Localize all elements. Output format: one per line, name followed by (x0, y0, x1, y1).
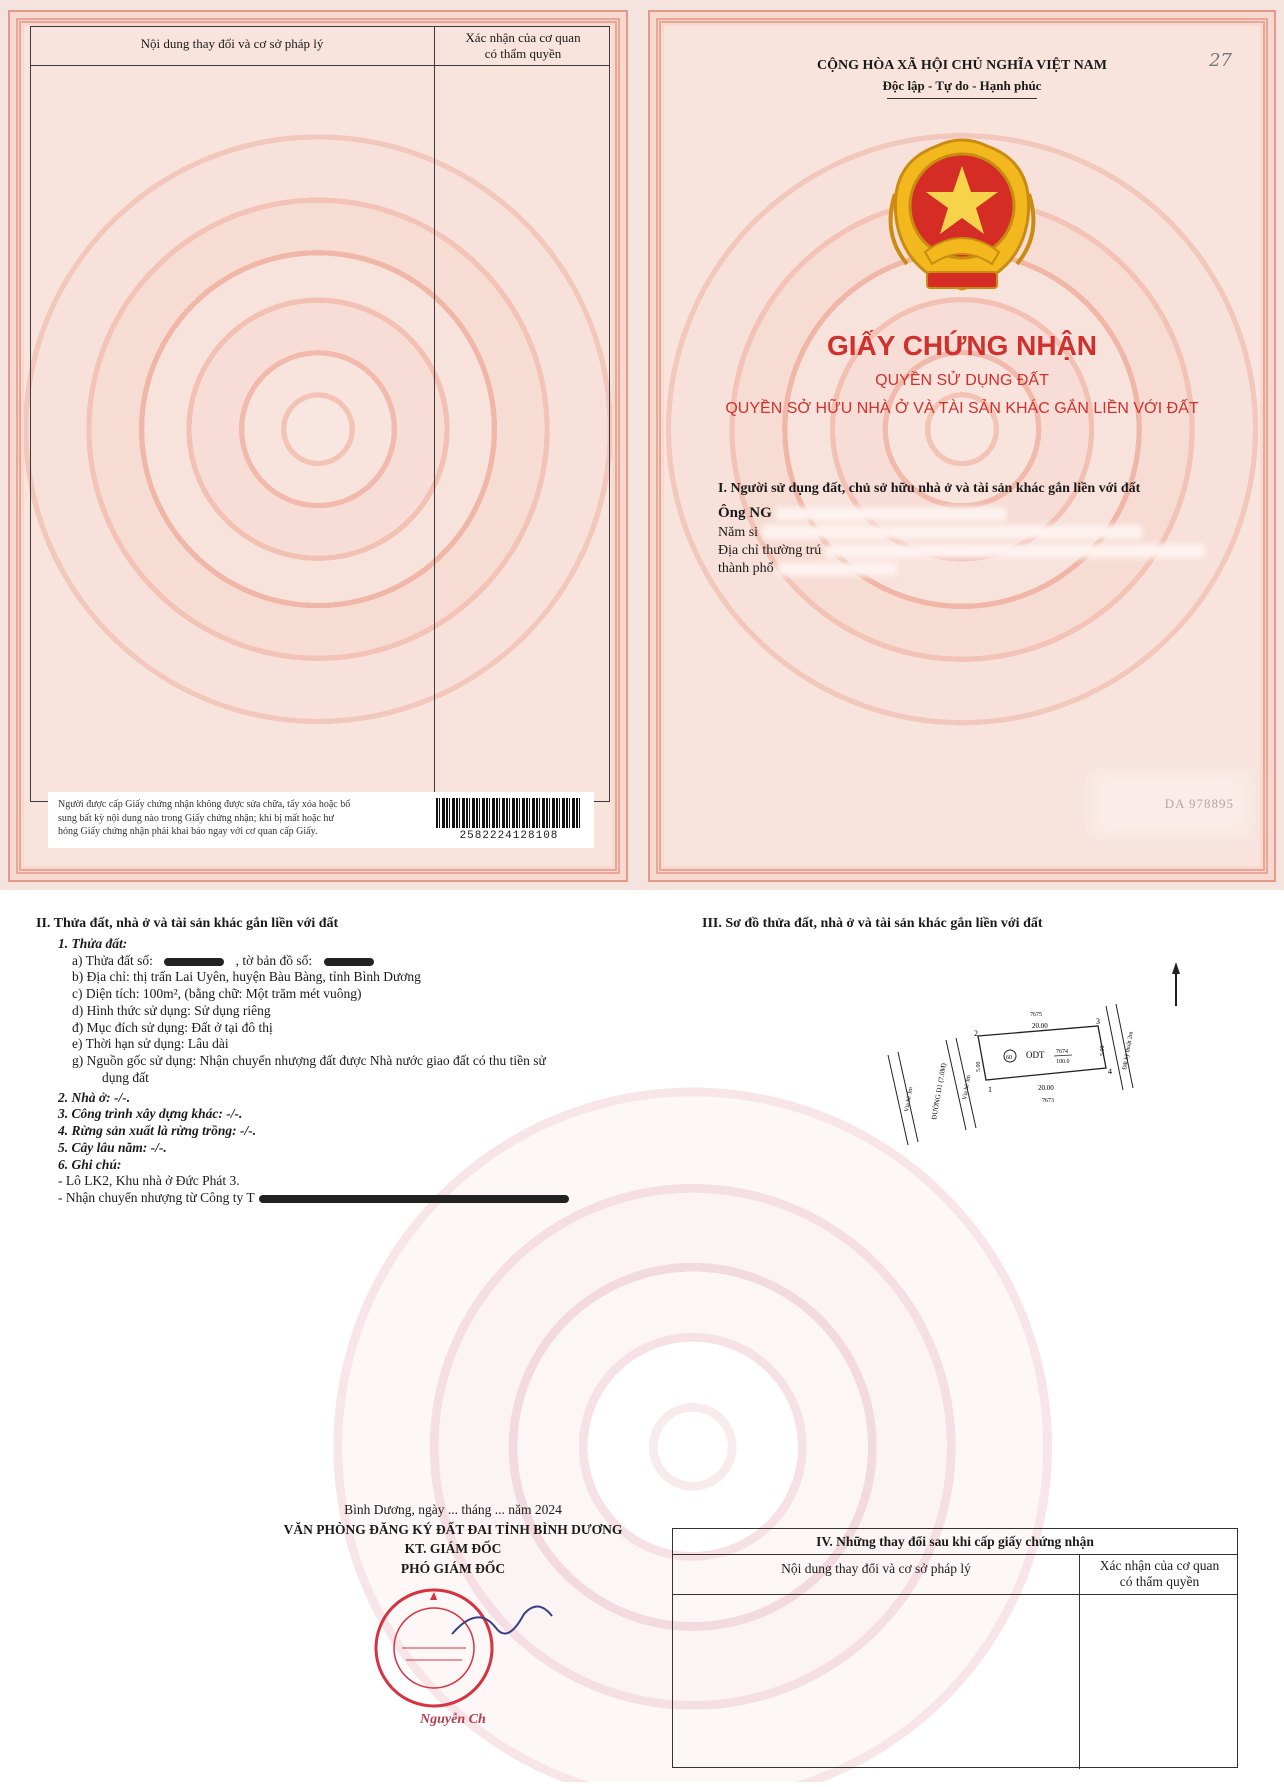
sketch-top-neighbor: 7675 (1030, 1012, 1042, 1018)
redacted-address (825, 544, 1205, 558)
certificate-subtitle-house: QUYỀN SỞ HỮU NHÀ Ở VÀ TÀI SẢN KHÁC GẮN LIỀN VỚI ĐẤT (725, 400, 1199, 417)
owner-address-row (718, 542, 1238, 560)
issue-date: Bình Dương, ngày ... tháng ... năm 2024 (344, 1502, 562, 1517)
section-3-title: III. Sơ đồ thửa đất, nhà ở và tài sản khác gắn liền với đất (702, 916, 1043, 931)
changes-col-confirm-line1: Xác nhận của cơ quan (1099, 1558, 1220, 1573)
use-origin-row: g) Nguồn gốc sử dụng: Nhận chuyển nhượng đất được Nhà nước giao đất có thu tiền sử (72, 1053, 546, 1069)
owner-birth-partial: Năm si (718, 524, 759, 540)
owner-birth-row (718, 524, 1238, 542)
note-transfer-text: - Nhận chuyển nhượng từ Công ty T (58, 1190, 255, 1206)
parcel-details (44, 936, 644, 1207)
national-motto: Độc lập - Tự do - Hạnh phúc (882, 78, 1042, 93)
serial-number: DA 978895 (1164, 796, 1234, 811)
section-4-title: IV. Những thay đổi sau khi cấp giấy chứng nhận (673, 1529, 1237, 1555)
section-1-title: I. Người sử dụng đất, chủ sở hữu nhà ở và tài sản khác gắn liền với đất (718, 481, 1141, 496)
owner-name-row (718, 504, 1238, 524)
parcel-heading: 1. Thửa đất: (58, 936, 128, 951)
owner-city-partial: thành phố (718, 561, 774, 577)
address-row: b) Địa chỉ: thị trấn Lai Uyên, huyện Bàu Bàng, tỉnh Bình Dương (72, 969, 421, 985)
col-confirm-line1: Xác nhận của cơ quan (465, 30, 581, 45)
use-form-row: d) Hình thức sử dụng: Sử dụng riêng (72, 1002, 271, 1018)
right-page (648, 10, 1276, 882)
changes-col-content: Nội dung thay đổi và cơ sở pháp lý (781, 1561, 971, 1576)
national-emblem-icon (877, 124, 1047, 304)
owner-city-row (718, 560, 1238, 578)
changes-col-confirm-line2: có thẩm quyền (1119, 1574, 1200, 1590)
notice-line: Người được cấp Giấy chứng nhận không được sửa chữa, tẩy xóa hoặc bổ (58, 799, 351, 810)
map-sheet-label: , tờ bản đồ số: (235, 952, 313, 968)
col-confirm-header (436, 30, 610, 63)
page-number: 27 (1209, 50, 1232, 71)
deputy-director: PHÓ GIÁM ĐỐC (400, 1560, 506, 1576)
note-line: - Lô LK2, Khu nhà ở Đức Phát 3. (58, 1173, 240, 1189)
sketch-road-name: ĐƯỜNG D1 (7.0M) (930, 1062, 948, 1121)
owner-name-partial: Ông NG (718, 505, 772, 522)
parcel-number-row (44, 953, 644, 970)
north-arrow-icon (1170, 962, 1182, 1006)
area-row: c) Diện tích: 100m², (bằng chữ: Một trăm mét vuông) (72, 986, 362, 1002)
barcode-number: 2582224128108 (459, 830, 559, 842)
note-line (44, 1190, 644, 1207)
motto-underline (887, 98, 1037, 99)
changes-col-confirm (1080, 1558, 1239, 1590)
other-construction-row: 3. Công trình xây dựng khác: -/-. (58, 1106, 243, 1122)
sketch-left-length: 5.00 (976, 1061, 982, 1072)
redacted-map-sheet (324, 958, 374, 966)
redacted-owner-name (776, 507, 1006, 521)
owner-address-partial: Địa chỉ thường trú (718, 542, 822, 558)
national-title: CỘNG HÒA XÃ HỘI CHỦ NGHĨA VIỆT NAM (816, 58, 1107, 73)
sketch-corner: 1 (988, 1085, 992, 1094)
sketch-corner: 4 (1108, 1067, 1112, 1076)
signature-block (238, 1500, 668, 1578)
sketch-parcel-number: 7674 (1056, 1049, 1068, 1055)
col-confirm-line2: có thẩm quyền (484, 46, 562, 62)
planted-forest-row: 4. Rừng sản xuất là rừng trồng: -/-. (58, 1123, 257, 1139)
owner-section (718, 480, 1238, 578)
sketch-parcel-area: 100.0 (1056, 1059, 1070, 1065)
sketch-land-code: ODT (1026, 1050, 1045, 1060)
sketch-right-length: 5.00 (1100, 1045, 1106, 1056)
perennial-trees-row: 5. Cây lâu năm: -/-. (58, 1139, 167, 1155)
notice-line: sung bất kỳ nội dung nào trong Giấy chứng nhận; khi bị mất hoặc hư (58, 812, 334, 824)
section-2-title: II. Thửa đất, nhà ở và tài sản khác gắn liền với đất (36, 916, 339, 931)
signer-name: Nguyễn Ch (420, 1712, 486, 1727)
changes-table-frame (30, 26, 610, 802)
redacted-company-name (259, 1195, 569, 1203)
sketch-corner: 2 (974, 1029, 978, 1038)
redacted-parcel-number (164, 958, 224, 966)
post-issuance-changes-table (672, 1528, 1238, 1768)
left-page (8, 10, 628, 882)
use-origin-continued: dụng đất (102, 1069, 149, 1085)
certificate-cover-spread (0, 0, 1284, 890)
house-row: 2. Nhà ở: -/-. (58, 1089, 131, 1105)
sketch-circle-label: 60 (1006, 1055, 1012, 1061)
sketch-top-length: 20.00 (1032, 1022, 1048, 1030)
col-content-header: Nội dung thay đổi và cơ sở pháp lý (140, 36, 324, 51)
sketch-bottom-length: 20.00 (1038, 1084, 1054, 1092)
parcel-number-label: a) Thửa đất số: (72, 952, 153, 968)
signature-scribble (448, 1594, 558, 1654)
changes-table-divider (434, 26, 435, 802)
notes-heading: 6. Ghi chú: (58, 1156, 122, 1172)
parcel-sketch (878, 1000, 1138, 1150)
certificate-title: GIẤY CHỨNG NHẬN (826, 330, 1098, 361)
redacted-birth (762, 525, 1142, 539)
redacted-city (777, 562, 897, 576)
notice-text (58, 798, 388, 839)
sketch-sidewalk-mid: Vỉa hè 3m (962, 1074, 973, 1101)
land-info-page (8, 900, 1276, 1782)
sketch-corner: 3 (1096, 1017, 1100, 1026)
barcode (436, 798, 582, 828)
sketch-sidewalk-left: Vỉa hè 3m (904, 1086, 915, 1113)
issuing-office: VĂN PHÒNG ĐĂNG KÝ ĐẤT ĐAI TỈNH BÌNH DƯƠNG (283, 1521, 623, 1537)
sketch-bottom-neighbor: 7673 (1042, 1098, 1054, 1104)
notice-line: hỏng Giấy chứng nhận phải khai báo ngay với cơ quan cấp Giấy. (58, 826, 318, 837)
notice-barcode-strip (48, 792, 594, 848)
use-purpose-row: đ) Mục đích sử dụng: Đất ở tại đô thị (72, 1019, 273, 1035)
director-proxy: KT. GIÁM ĐỐC (404, 1541, 502, 1557)
use-term-row: e) Thời hạn sử dụng: Lâu dài (72, 1036, 229, 1052)
certificate-subtitle-land: QUYỀN SỬ DỤNG ĐẤT (875, 372, 1049, 389)
sketch-technical-land: Đất kỹ thuật 2m (1122, 1031, 1135, 1071)
